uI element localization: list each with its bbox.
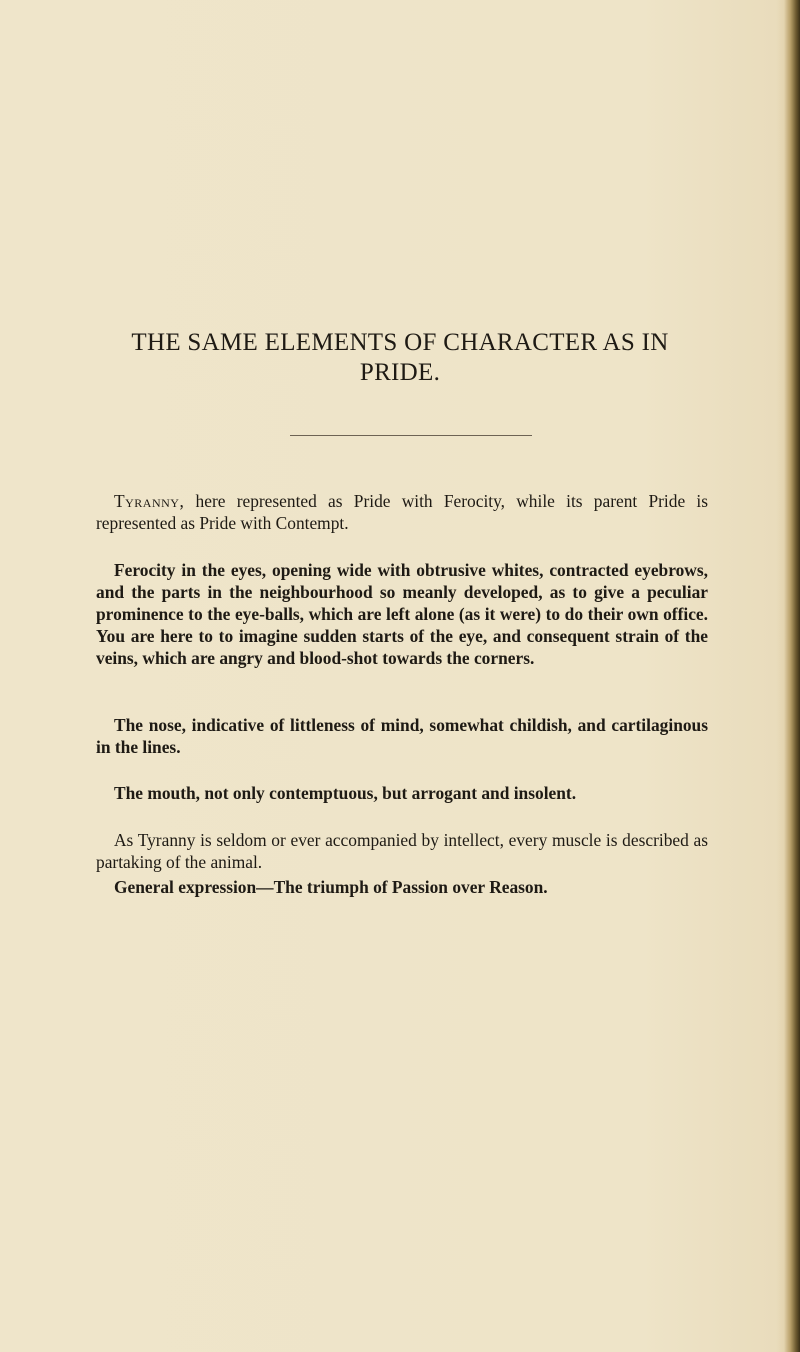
page-title: THE SAME ELEMENTS OF CHARACTER AS IN PRIDE. [131,329,669,386]
paragraph-intellect: As Tyranny is seldom or ever accompanied by intellect, every muscle is described as partaking of the animal. [96,830,708,872]
intro-paragraph [96,490,708,534]
page-edge-shadow [784,0,800,1352]
paragraph-mouth: The mouth, not only contemptuous, but arrogant and insolent. [114,783,577,803]
paragraph-general-expression: General expression—The triumph of Passion over Reason. [114,877,548,897]
paragraph-eyes: Ferocity in the eyes, opening wide with obtrusive whites, contracted eyebrows, and the parts in the neighbourhood so meanly developed, as to give a peculiar prominence to the eye-balls, which are left alone (as it were) to do their own office. You are here to to imagine sudden starts of the eye, and consequent strain of the veins, which are angry and blood-shot towards the corners. [96,560,708,668]
paragraph-nose: The nose, indicative of littleness of mind, somewhat childish, and cartilaginous in the lines. [96,715,708,757]
title-divider [290,435,532,436]
intro-text: here represented as Pride with Ferocity, while its parent Pride is represented as Pride with Contempt. [96,491,708,533]
intro-lead-word: Tyranny, [114,491,185,511]
